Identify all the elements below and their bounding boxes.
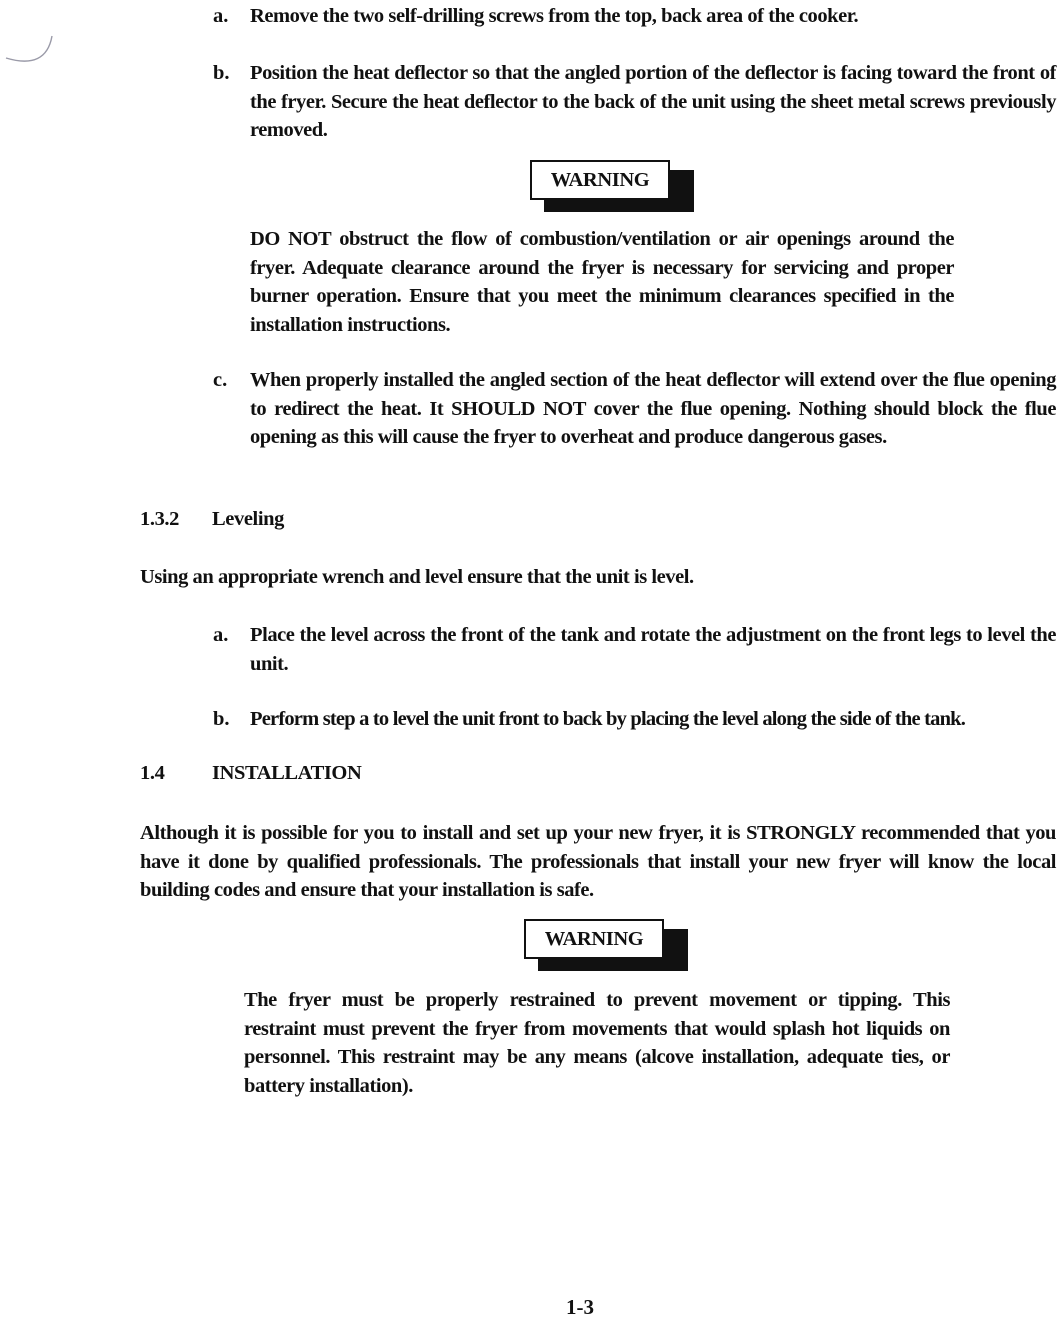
warning-1-text: DO NOT obstruct the flow of combustion/ventilation or air openings around the fryer. Adequate clearance around the fryer is necessary for servicing and proper burner operation. Ensure that you meet the minimum clearances specified in the installation instructions. — [250, 228, 954, 337]
step-a-text: Remove the two self-drilling screws from the top, back area of the cooker. — [250, 5, 859, 27]
step-a-marker: a. — [213, 5, 229, 27]
step-c-text: When properly installed the angled section of the heat deflector will extend over the flue opening to redirect the heat. It SHOULD NOT cover the flue opening. Nothing should block the flue opening as this will cause the fryer to overheat and produce dangerous gases. — [250, 369, 1056, 449]
step-b-text: Position the heat deflector so that the angled portion of the deflector is facing toward the front of the fryer. Secure the heat deflector to the back of the unit using the sheet metal screws previously removed. — [250, 62, 1056, 142]
leveling-step-b-text: Perform step a to level the unit front to back by placing the level along the side of the tank. — [250, 708, 966, 730]
warning-label-2 — [524, 919, 692, 973]
section-132-title: Leveling — [212, 508, 284, 530]
section-14-body: Although it is possible for you to install and set up your new fryer, it is STRONGLY recommended that you have it done by qualified professionals. The professionals that install your new fryer will know the local building codes and ensure that your installation is safe. — [140, 822, 1056, 902]
warning-box-2: WARNING — [524, 919, 664, 959]
page-number: 1-3 — [566, 1295, 594, 1319]
step-c-marker: c. — [213, 369, 228, 391]
leveling-step-b-marker: b. — [213, 708, 230, 730]
leveling-step-a-marker: a. — [213, 624, 229, 646]
corner-scan-mark — [0, 0, 70, 80]
section-14-title: INSTALLATION — [212, 762, 362, 784]
warning-label-1 — [530, 160, 698, 214]
section-132-number: 1.3.2 — [140, 508, 180, 530]
section-14-number: 1.4 — [140, 762, 165, 784]
section-132-intro: Using an appropriate wrench and level ensure that the unit is level. — [140, 566, 694, 588]
step-b-marker: b. — [213, 62, 230, 84]
warning-2-text: The fryer must be properly restrained to prevent movement or tipping. This restraint must prevent the fryer from movements that would splash hot liquids on personnel. This restraint may be any means (alcove installation, adequate ties, or battery installation). — [244, 989, 950, 1098]
warning-box-1: WARNING — [530, 160, 670, 200]
leveling-step-a-text: Place the level across the front of the tank and rotate the adjustment on the front legs to level the unit. — [250, 624, 1056, 675]
